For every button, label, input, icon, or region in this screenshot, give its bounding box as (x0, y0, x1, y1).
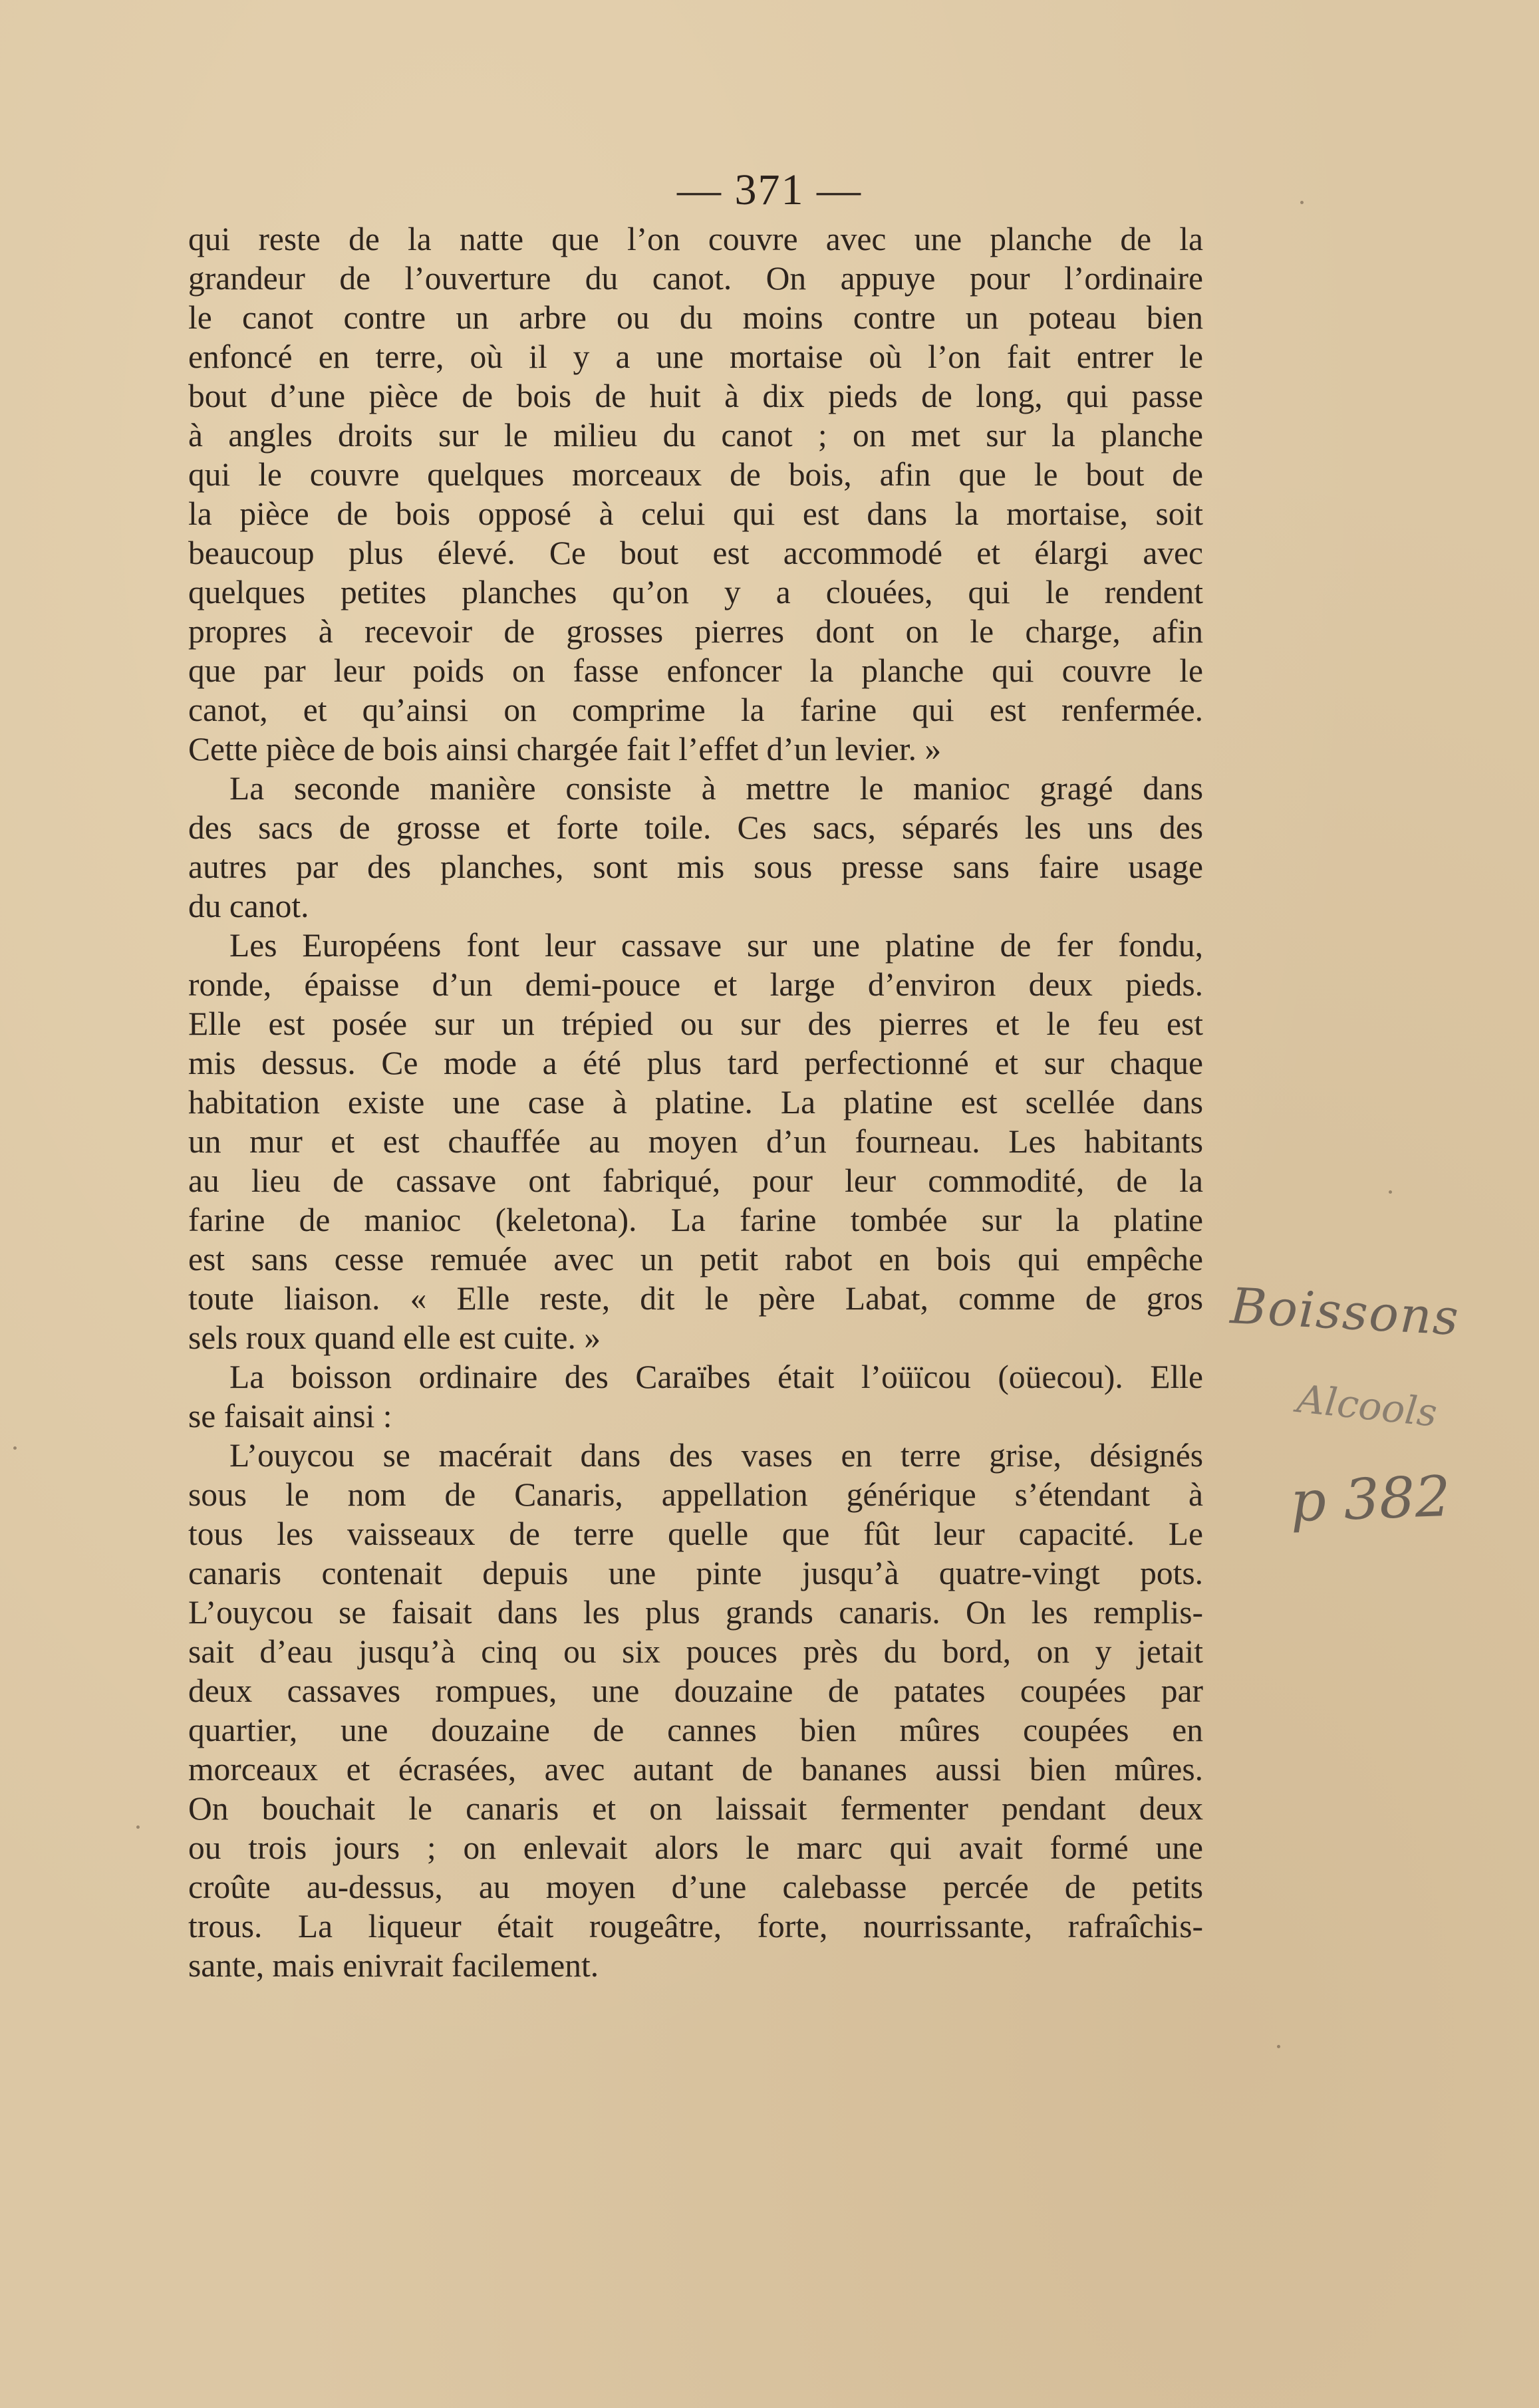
paper-speck (1389, 1190, 1392, 1194)
text-line: du canot. (188, 888, 309, 924)
text-line: grandeur de l’ouverture du canot. On appuye pour l’ordinaire (188, 260, 1203, 297)
text-line: habitation existe une case à platine. La platine est scellée dans (188, 1084, 1203, 1121)
margin-annotations (1228, 1277, 1523, 1563)
text-line: beaucoup plus élevé. Ce bout est accommodé et élargi avec (188, 535, 1203, 571)
paragraph (188, 1436, 1203, 1985)
text-line: trous. La liqueur était rougeâtre, forte, nourrissante, rafraîchis- (188, 1908, 1203, 1944)
text-line: L’ouycou se faisait dans les plus grands canaris. On les remplis- (188, 1594, 1203, 1631)
paragraph (188, 926, 1203, 1357)
text-line: La boisson ordinaire des Caraïbes était l’oüïcou (oüecou). Elle (229, 1359, 1203, 1395)
paragraph (188, 769, 1203, 926)
paper-speck (136, 1825, 140, 1829)
body-text (188, 219, 1203, 1985)
paper-speck (1277, 2045, 1280, 2048)
text-line: le canot contre un arbre ou du moins contre un poteau bien (188, 299, 1203, 336)
text-line: la pièce de bois opposé à celui qui est dans la mortaise, soit (188, 495, 1203, 532)
text-line: à angles droits sur le milieu du canot ; on met sur la planche (188, 417, 1203, 454)
text-line: des sacs de grosse et forte toile. Ces sacs, séparés les uns des (188, 809, 1203, 846)
text-line: se faisait ainsi : (188, 1398, 392, 1434)
text-line: autres par des planches, sont mis sous presse sans faire usage (188, 849, 1203, 885)
text-line: Elle est posée sur un trépied ou sur des pierres et le feu est (188, 1005, 1203, 1042)
text-line: sels roux quand elle est cuite. » (188, 1319, 601, 1356)
text-line: propres à recevoir de grosses pierres dont on le charge, afin (188, 613, 1203, 650)
text-line: est sans cesse remuée avec un petit rabot en bois qui empêche (188, 1241, 1203, 1277)
text-line: canaris contenait depuis une pinte jusqu’à quatre-vingt pots. (188, 1555, 1203, 1591)
margin-note-page-ref: p 382 (1289, 1463, 1452, 1535)
text-line: morceaux et écrasées, avec autant de bananes aussi bien mûres. (188, 1751, 1203, 1788)
text-line: Cette pièce de bois ainsi chargée fait l’effet d’un levier. » (188, 731, 942, 767)
text-line: sous le nom de Canaris, appellation générique s’étendant à (188, 1476, 1203, 1513)
text-line: tous les vaisseaux de terre quelle que fût leur capacité. Le (188, 1516, 1203, 1552)
text-line: qui reste de la natte que l’on couvre avec une planche de la (188, 221, 1203, 257)
margin-note-alcools: Alcools (1295, 1376, 1440, 1436)
text-line: un mur et est chauffée au moyen d’un fourneau. Les habitants (188, 1123, 1203, 1160)
paragraph (188, 1357, 1203, 1436)
text-line: ou trois jours ; on enlevait alors le marc qui avait formé une (188, 1829, 1203, 1866)
text-line: qui le couvre quelques morceaux de bois, afin que le bout de (188, 456, 1203, 493)
text-line: toute liaison. « Elle reste, dit le père Labat, comme de gros (188, 1280, 1203, 1317)
text-line: deux cassaves rompues, une douzaine de patates coupées par (188, 1672, 1203, 1709)
text-line: sait d’eau jusqu’à cinq ou six pouces près du bord, on y jetait (188, 1633, 1203, 1670)
text-line: On bouchait le canaris et on laissait fermenter pendant deux (188, 1790, 1203, 1827)
text-line: canot, et qu’ainsi on comprime la farine qui est renfermée. (188, 692, 1203, 728)
text-line: ronde, épaisse d’un demi-pouce et large d’environ deux pieds. (188, 966, 1203, 1003)
text-line: quartier, une douzaine de cannes bien mûres coupées en (188, 1712, 1203, 1748)
margin-note-boissons: Boissons (1228, 1277, 1461, 1347)
text-line: L’ouycou se macérait dans des vases en terre grise, désignés (229, 1437, 1203, 1474)
text-line: croûte au-dessus, au moyen d’une calebasse percée de petits (188, 1869, 1203, 1905)
paragraph (188, 219, 1203, 769)
paper-speck (1300, 201, 1304, 204)
text-line: Les Européens font leur cassave sur une platine de fer fondu, (229, 927, 1203, 964)
text-line: quelques petites planches qu’on y a clouées, qui le rendent (188, 574, 1203, 610)
text-line: que par leur poids on fasse enfoncer la planche qui couvre le (188, 652, 1203, 689)
page-number: — 371 — (677, 166, 862, 214)
text-line: farine de manioc (keletona). La farine tombée sur la platine (188, 1202, 1203, 1238)
text-line: mis dessus. Ce mode a été plus tard perfectionné et sur chaque (188, 1045, 1203, 1081)
text-line: La seconde manière consiste à mettre le manioc gragé dans (229, 770, 1203, 807)
text-line: au lieu de cassave ont fabriqué, pour leur commodité, de la (188, 1162, 1203, 1199)
paper-speck (13, 1446, 17, 1450)
text-line: enfoncé en terre, où il y a une mortaise où l’on fait entrer le (188, 338, 1203, 375)
text-line: sante, mais enivrait facilement. (188, 1947, 599, 1984)
text-line: bout d’une pièce de bois de huit à dix pieds de long, qui passe (188, 378, 1203, 414)
